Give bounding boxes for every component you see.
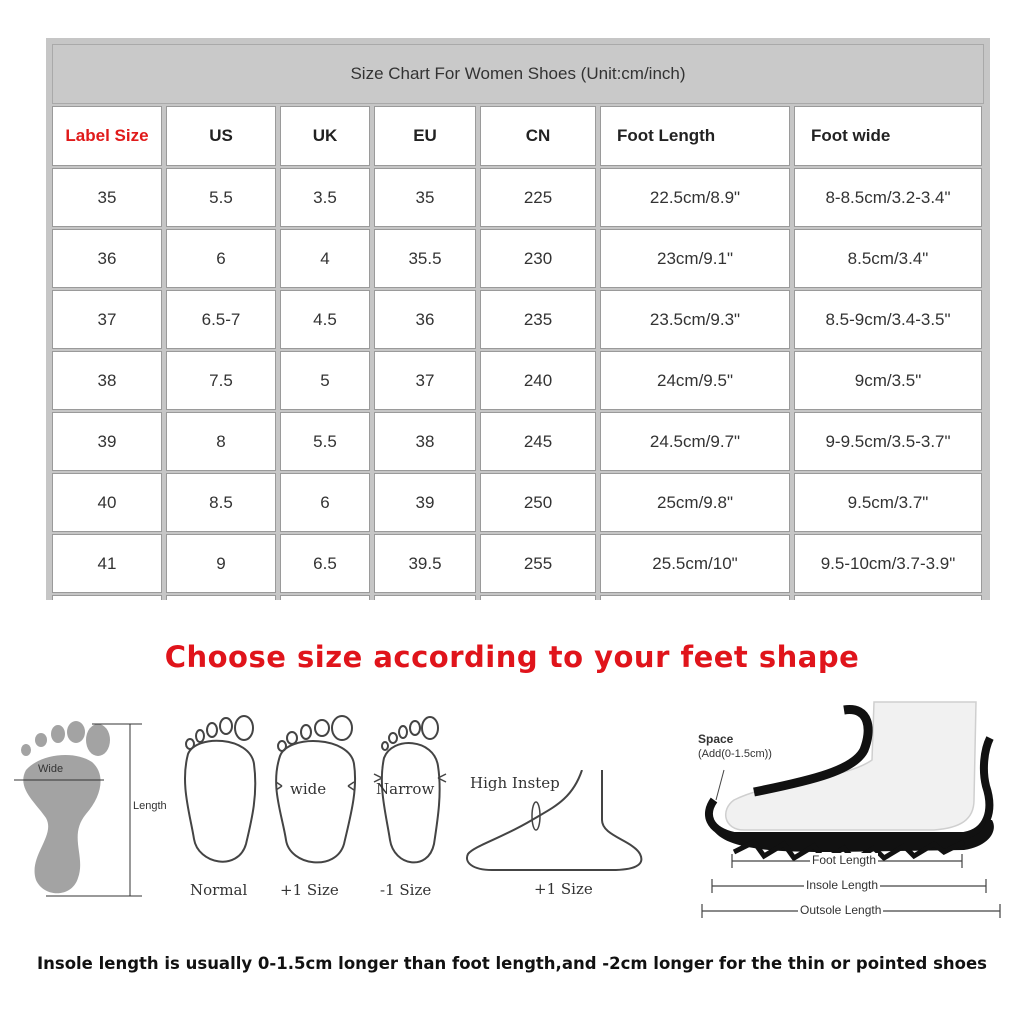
normal-size-label: Normal	[190, 881, 248, 899]
table-cell: 230	[480, 229, 596, 288]
table-cell: 35	[374, 168, 476, 227]
header-cn: CN	[480, 106, 596, 166]
space-sub-label: (Add(0-1.5cm))	[698, 748, 772, 760]
foot-type-wide	[270, 714, 360, 904]
table-cell-cutoff	[480, 595, 596, 600]
table-cell: 37	[374, 351, 476, 410]
table-cell: 8.5cm/3.4"	[794, 229, 982, 288]
narrow-size-label: -1 Size	[380, 881, 432, 899]
table-cell: 41	[52, 534, 162, 593]
normal-foot-outline-icon	[176, 714, 266, 874]
table-cell: 24cm/9.5"	[600, 351, 790, 410]
table-cell: 245	[480, 412, 596, 471]
table-cell: 9	[166, 534, 276, 593]
table-cell: 23.5cm/9.3"	[600, 290, 790, 349]
table-cell: 35.5	[374, 229, 476, 288]
table-cell: 39	[374, 473, 476, 532]
header-eu: EU	[374, 106, 476, 166]
table-cell: 22.5cm/8.9"	[600, 168, 790, 227]
table-cell: 235	[480, 290, 596, 349]
foot-length-label: Foot Length	[812, 853, 877, 867]
high-instep-size-label: +1 Size	[534, 880, 593, 898]
wide-size-label: +1 Size	[280, 881, 339, 899]
table-cell: 8.5-9cm/3.4-3.5"	[794, 290, 982, 349]
table-cell: 250	[480, 473, 596, 532]
table-cell-cutoff	[280, 595, 370, 600]
header-uk: UK	[280, 106, 370, 166]
space-label: Space	[698, 732, 734, 746]
table-cell-cutoff	[166, 595, 276, 600]
header-foot-wide: Foot wide	[794, 106, 982, 166]
table-cell: 6	[280, 473, 370, 532]
table-cell: 25.5cm/10"	[600, 534, 790, 593]
table-cell: 40	[52, 473, 162, 532]
table-cell: 36	[52, 229, 162, 288]
wide-foot-label: wide	[290, 780, 327, 798]
table-cell: 3.5	[280, 168, 370, 227]
table-cell: 8.5	[166, 473, 276, 532]
table-cell: 4.5	[280, 290, 370, 349]
shoe-length-diagram	[694, 700, 1010, 930]
table-cell: 9-9.5cm/3.5-3.7"	[794, 412, 982, 471]
high-instep-diagram	[462, 770, 652, 910]
table-cell: 6.5-7	[166, 290, 276, 349]
table-cell: 6	[166, 229, 276, 288]
table-cell: 7.5	[166, 351, 276, 410]
table-cell: 9cm/3.5"	[794, 351, 982, 410]
table-cell: 35	[52, 168, 162, 227]
table-cell: 23cm/9.1"	[600, 229, 790, 288]
table-cell: 39	[52, 412, 162, 471]
header-us: US	[166, 106, 276, 166]
table-cell-cutoff	[374, 595, 476, 600]
table-cell: 4	[280, 229, 370, 288]
table-cell: 5.5	[280, 412, 370, 471]
foot-type-normal	[176, 714, 266, 904]
table-cell: 39.5	[374, 534, 476, 593]
table-cell: 9.5-10cm/3.7-3.9"	[794, 534, 982, 593]
foot-type-narrow	[370, 714, 450, 904]
table-cell: 8-8.5cm/3.2-3.4"	[794, 168, 982, 227]
footer-note: Insole length is usually 0-1.5cm longer than foot length,and -2cm longer for the thin or pointed shoes	[36, 954, 987, 973]
table-cell: 38	[52, 351, 162, 410]
narrow-foot-label: Narrow	[376, 780, 435, 798]
table-cell-cutoff	[794, 595, 982, 600]
table-cell: 37	[52, 290, 162, 349]
shoe-cross-section-icon	[694, 700, 1010, 930]
table-cell: 225	[480, 168, 596, 227]
high-instep-label: High Instep	[470, 774, 560, 792]
table-cell: 36	[374, 290, 476, 349]
table-cell: 9.5cm/3.7"	[794, 473, 982, 532]
header-foot-length: Foot Length	[600, 106, 790, 166]
outsole-length-label: Outsole Length	[800, 903, 882, 917]
table-cell: 8	[166, 412, 276, 471]
table-cell-cutoff	[52, 595, 162, 600]
table-cell: 38	[374, 412, 476, 471]
footprint-measure-diagram	[6, 718, 176, 898]
table-cell-cutoff	[600, 595, 790, 600]
table-cell: 6.5	[280, 534, 370, 593]
wide-measure-label: Wide	[38, 763, 64, 775]
size-chart-table	[46, 38, 990, 600]
length-measure-label: Length	[133, 800, 167, 812]
table-cell: 5.5	[166, 168, 276, 227]
headline: Choose size according to your feet shape	[164, 640, 860, 674]
insole-length-label: Insole Length	[806, 878, 879, 892]
table-cell: 5	[280, 351, 370, 410]
header-label-size: Label Size	[52, 106, 162, 166]
table-cell: 255	[480, 534, 596, 593]
size-chart-title: Size Chart For Women Shoes (Unit:cm/inch)	[52, 44, 984, 104]
table-cell: 25cm/9.8"	[600, 473, 790, 532]
table-cell: 240	[480, 351, 596, 410]
table-cell: 24.5cm/9.7"	[600, 412, 790, 471]
